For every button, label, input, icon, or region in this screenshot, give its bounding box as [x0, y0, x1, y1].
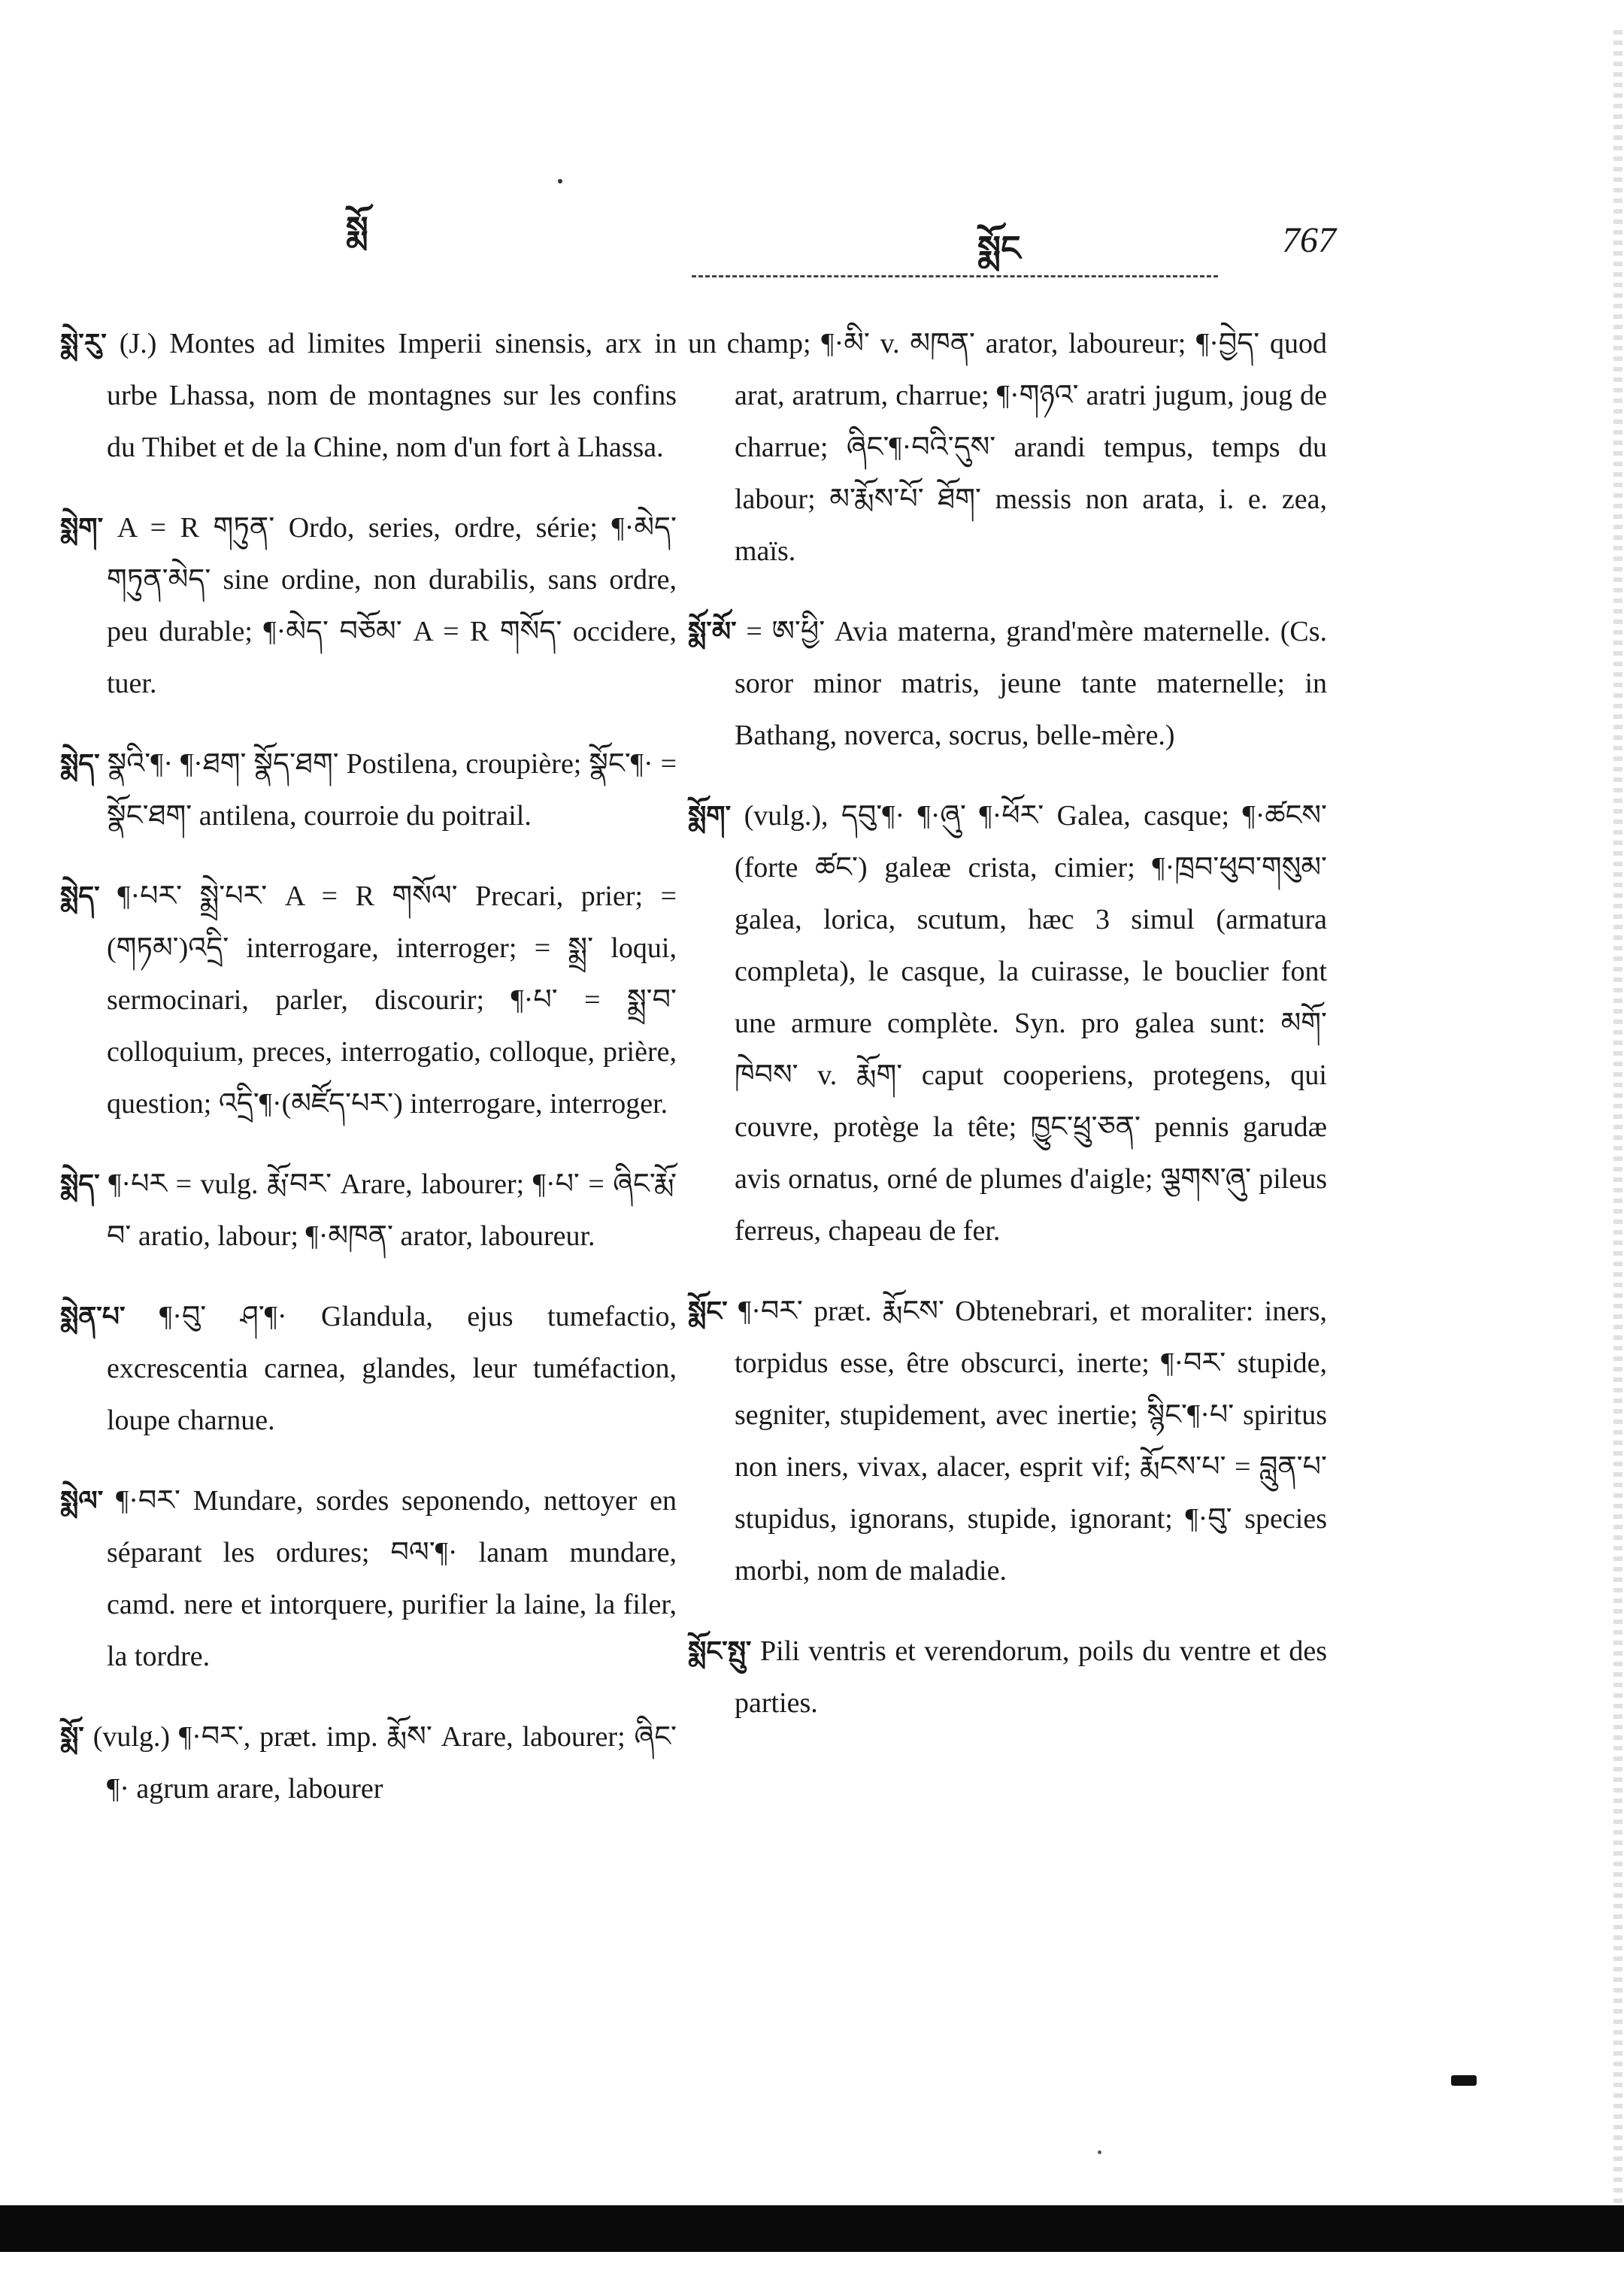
entry-headword: སྨེད་ — [60, 749, 100, 780]
entry-definition: A = R གཏུན་ Ordo, series, ordre, série; ¶·མེད་ གཏུན་མེད་ sine ordine, non durabilis, sans ordre, peu durable; ¶·མེད་ བཅོམ་ A = R གསོད་ occidere, tuer. — [107, 512, 677, 699]
entry-headword: སྨོ་ — [60, 1722, 84, 1753]
left-running-head: སྨོ — [346, 210, 368, 248]
dictionary-entry — [688, 1626, 1327, 1729]
entry-headword: སྨེད་ — [60, 1169, 100, 1200]
dictionary-entry — [60, 1291, 677, 1447]
entry-definition: (vulg.), དབུ་¶· ¶·ཞུ་ ¶·ཕོར་ Galea, casque; ¶·ཚངས་(forte ཚང་) galeæ crista, cimier; ¶·ཁྲབ་ཕུབ་གསུམ་ galea, lorica, scutum, hæc 3 simul (armatura completa), le casque, la cuirasse, le bouclier font une armure complète. Syn. pro galea sunt: མགོ་ཁེབས་ v. རྨོག་ caput cooperiens, protegens, qui couvre, protège la tête; ཁྱུང་ཕྲུ་ཅན་ pennis garudæ avis ornatus, orné de plumes d'aigle; ལྕགས་ཞུ་ pileus ferreus, chapeau de fer. — [735, 800, 1327, 1247]
entry-definition: (J.) Montes ad limites Imperii sinensis, arx in urbe Lhassa, nom de montagnes sur les confins du Thibet et de la Chine, nom d'un fort à Lhassa. — [107, 328, 677, 463]
right-column — [688, 289, 1327, 1737]
dictionary-entry — [60, 738, 677, 842]
entry-definition: སྣའི་¶· ¶·ཐག་ སྣོད་ཐག་ Postilena, croupière; སྣོང་¶· = སྣོང་ཐག་ antilena, courroie du poitrail. — [107, 748, 677, 832]
entry-definition: ¶·བར་ Mundare, sordes seponendo, nettoyer en séparant les ordures; བལ་¶· lanam mundare, camd. nere et intorquere, purifier la laine, la filer, la tordre. — [107, 1485, 677, 1672]
print-speck — [558, 179, 562, 183]
dictionary-entry — [688, 1286, 1327, 1597]
dictionary-entry-continued — [688, 318, 1327, 577]
entry-headword: སྨེད་ — [60, 881, 100, 912]
margin-mark — [1451, 2075, 1477, 2086]
entry-headword: སྨེག་ — [60, 513, 104, 544]
entry-headword: སྨོང་ — [688, 1296, 728, 1327]
entry-definition: ¶·པར་ སྨྲེ་པར་ A = R གསོལ་ Precari, prier; =(གཏམ་)འདྲི་ interrogare, interroger; = སྨྲ་ loqui, sermocinari, parler, discourir; ¶·པ་ = སྨྲ་བ་ colloquium, preces, interrogatio, colloque, prière, question; འདྲི་¶·(མཛོད་པར་) interrogare, interroger. — [107, 880, 677, 1120]
page-number: 767 — [1282, 220, 1336, 260]
entry-headword: སྨེལ་ — [60, 1486, 104, 1517]
entry-definition: = ཨ་ཕྱི་ Avia materna, grand'mère maternelle. (Cs. soror minor matris, jeune tante maternelle; in Bathang, noverca, socrus, belle-mère.) — [735, 616, 1327, 751]
dictionary-entry — [60, 1159, 677, 1262]
right-running-head: སྨོང — [977, 228, 1021, 268]
dictionary-entry — [60, 502, 677, 710]
entry-definition: (vulg.) ¶·བར་, præt. imp. རྨོས་ Arare, labourer; ཞིང་¶· agrum arare, labourer — [92, 1721, 677, 1805]
dictionary-entry — [60, 1475, 677, 1683]
dictionary-entry — [60, 1711, 677, 1815]
dictionary-entry — [60, 318, 677, 474]
scan-border-bar — [0, 2205, 1624, 2252]
entry-definition: ¶·པར = vulg. རྨོ་བར་ Arare, labourer; ¶·པ་ = ཞིང་རྨོ་བ་ aratio, labour; ¶·མཁན་ arator, laboureur. — [107, 1168, 677, 1252]
header-rule — [692, 275, 1218, 277]
print-speck — [1098, 2150, 1101, 2154]
entry-headword: སྨོག་ — [688, 801, 732, 832]
page-edge-shadow — [1613, 30, 1622, 2241]
entry-headword: སྨོང་སྤུ་ — [688, 1636, 752, 1667]
dictionary-entry — [60, 871, 677, 1130]
entry-definition: ¶·བུ་ ཤ་¶· Glandula, ejus tumefactio, excrescentia carnea, glandes, leur tuméfaction, loupe charnue. — [107, 1301, 677, 1436]
entry-headword: སྨེ་རུ་ — [60, 329, 107, 359]
dictionary-entry — [688, 790, 1327, 1257]
entry-definition: Pili ventris et verendorum, poils du ventre et des parties. — [735, 1635, 1328, 1719]
entry-definition: ¶·བར་ præt. རྨོངས་ Obtenebrari, et moraliter: iners, torpidus esse, être obscurci, inerte; ¶·བར་ stupide, segniter, stupidement, avec inertie; སྙིང་¶·པ་ spiritus non iners, vivax, alacer, esprit vif; རྨོངས་པ་ = བླུན་པ་ stupidus, ignorans, stupide, ignorant; ¶·བུ་ species morbi, nom de maladie. — [735, 1296, 1327, 1586]
entry-headword: སྨོ་མོ་ — [688, 617, 737, 647]
entry-definition: un champ; ¶·མི་ v. མཁན་ arator, laboureur; ¶·བྱེད་ quod arat, aratrum, charrue; ¶·གཉའ་ aratri jugum, joug de charrue; ཞིང་¶·བའི་དུས་ arandi tempus, temps du labour; མ་རྨོས་པོ་ ཐོག་ messis non arata, i. e. zea, maïs. — [688, 328, 1327, 567]
left-column — [60, 289, 677, 1823]
dictionary-entry — [688, 606, 1327, 762]
entry-headword: སྨེན་པ་ — [60, 1302, 126, 1332]
